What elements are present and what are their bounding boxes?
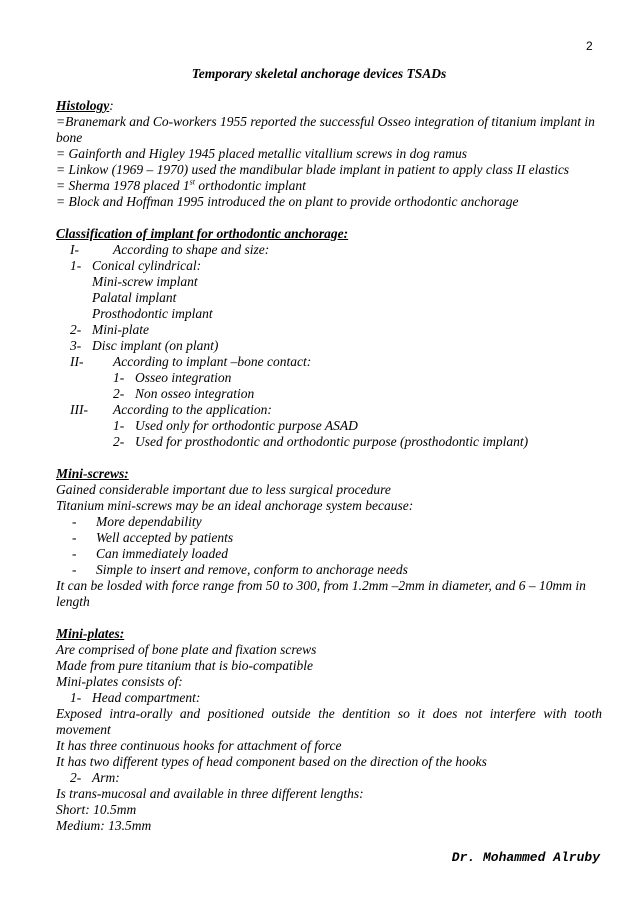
list-item: 1- Osseo integration bbox=[113, 370, 232, 385]
miniplates-section bbox=[56, 626, 602, 834]
group-title: According to the application: bbox=[113, 402, 272, 417]
group-title: According to implant –bone contact: bbox=[113, 354, 312, 369]
sherma-text-rest: orthodontic implant bbox=[194, 178, 306, 193]
histology-colon: : bbox=[109, 98, 114, 113]
document-body bbox=[56, 98, 602, 834]
history-entry bbox=[56, 178, 602, 194]
bullet-item: - Can immediately loaded bbox=[56, 546, 602, 562]
list-item: Palatal implant bbox=[92, 290, 177, 305]
force-range-text: It can be losded with force range from 50 to 300, from 1.2mm –2mm in diameter, and 6 – 10mm in length bbox=[56, 578, 586, 609]
history-entry: = Block and Hoffman 1995 introduced the on plant to provide orthodontic anchorage bbox=[56, 194, 519, 209]
histology-heading-line bbox=[56, 98, 602, 114]
miniplates-heading: Mini-plates: bbox=[56, 626, 125, 641]
roman-numeral: I- bbox=[70, 242, 79, 257]
paragraph-line: Made from pure titanium that is bio-compatible bbox=[56, 658, 313, 673]
list-item: 2- Used for prosthodontic and orthodontic purpose (prosthodontic implant) bbox=[113, 434, 529, 449]
group-title: According to shape and size: bbox=[113, 242, 270, 257]
list-item: 2- Arm: bbox=[70, 770, 120, 785]
paragraph-line: It has two different types of head component based on the direction of the hooks bbox=[56, 754, 487, 769]
paragraph-line: Mini-plates consists of: bbox=[56, 674, 183, 689]
bullet-dash: - bbox=[72, 514, 77, 529]
bullet-dash: - bbox=[72, 562, 77, 577]
classification-section bbox=[56, 226, 602, 450]
bullet-dash: - bbox=[72, 530, 77, 545]
author-footer: Dr. Mohammed Alruby bbox=[451, 850, 600, 865]
roman-numeral: III- bbox=[70, 402, 88, 417]
class-group-ii bbox=[56, 354, 602, 370]
history-entry: = Linkow (1969 – 1970) used the mandibular blade implant in patient to apply class II elastics bbox=[56, 162, 570, 177]
page-number: 2 bbox=[586, 39, 593, 53]
paragraph-line: Short: 10.5mm bbox=[56, 802, 137, 817]
miniscrews-section bbox=[56, 466, 602, 610]
histology-heading: Histology bbox=[56, 98, 110, 113]
bullet-dash: - bbox=[72, 546, 77, 561]
sherma-text: = Sherma 1978 placed 1 bbox=[56, 178, 190, 193]
paragraph-line: Medium: 13.5mm bbox=[56, 818, 152, 833]
bullet-item: - Well accepted by patients bbox=[56, 530, 602, 546]
paragraph-line: Is trans-mucosal and available in three different lengths: bbox=[56, 786, 364, 801]
paragraph-line: It has three continuous hooks for attachment of force bbox=[56, 738, 342, 753]
class-group-i bbox=[56, 242, 602, 258]
histology-section bbox=[56, 98, 602, 210]
list-item: 1- Head compartment: bbox=[70, 690, 201, 705]
paragraph-line: Are comprised of bone plate and fixation screws bbox=[56, 642, 317, 657]
miniscrews-heading: Mini-screws: bbox=[56, 466, 129, 481]
list-item: 3- Disc implant (on plant) bbox=[70, 338, 219, 353]
history-entry: = Gainforth and Higley 1945 placed metallic vitallium screws in dog ramus bbox=[56, 146, 467, 161]
class-group-iii bbox=[56, 402, 602, 418]
bullet-item: - Simple to insert and remove, conform to anchorage needs bbox=[56, 562, 602, 578]
bullet-item: - More dependability bbox=[56, 514, 602, 530]
paragraph-line: Gained considerable important due to less surgical procedure bbox=[56, 482, 391, 497]
list-item: Mini-screw implant bbox=[92, 274, 198, 289]
head-description: Exposed intra-orally and positioned outside the dentition so it does not interfere with tooth movement bbox=[56, 706, 602, 737]
list-item: 1- Conical cylindrical: bbox=[70, 258, 202, 273]
roman-numeral: II- bbox=[70, 354, 84, 369]
paragraph-line: Titanium mini-screws may be an ideal anchorage system because: bbox=[56, 498, 414, 513]
superscript-st: st bbox=[189, 177, 195, 187]
history-entry: =Branemark and Co-workers 1955 reported the successful Osseo integration of titanium implant in bone bbox=[56, 114, 595, 145]
list-item: 2- Mini-plate bbox=[70, 322, 149, 337]
list-item: 2- Non osseo integration bbox=[113, 386, 255, 401]
list-item: 1- Used only for orthodontic purpose ASAD bbox=[113, 418, 358, 433]
classification-heading: Classification of implant for orthodontic anchorage: bbox=[56, 226, 349, 241]
document-title: Temporary skeletal anchorage devices TSADs bbox=[191, 66, 447, 81]
list-item: Prosthodontic implant bbox=[92, 306, 213, 321]
